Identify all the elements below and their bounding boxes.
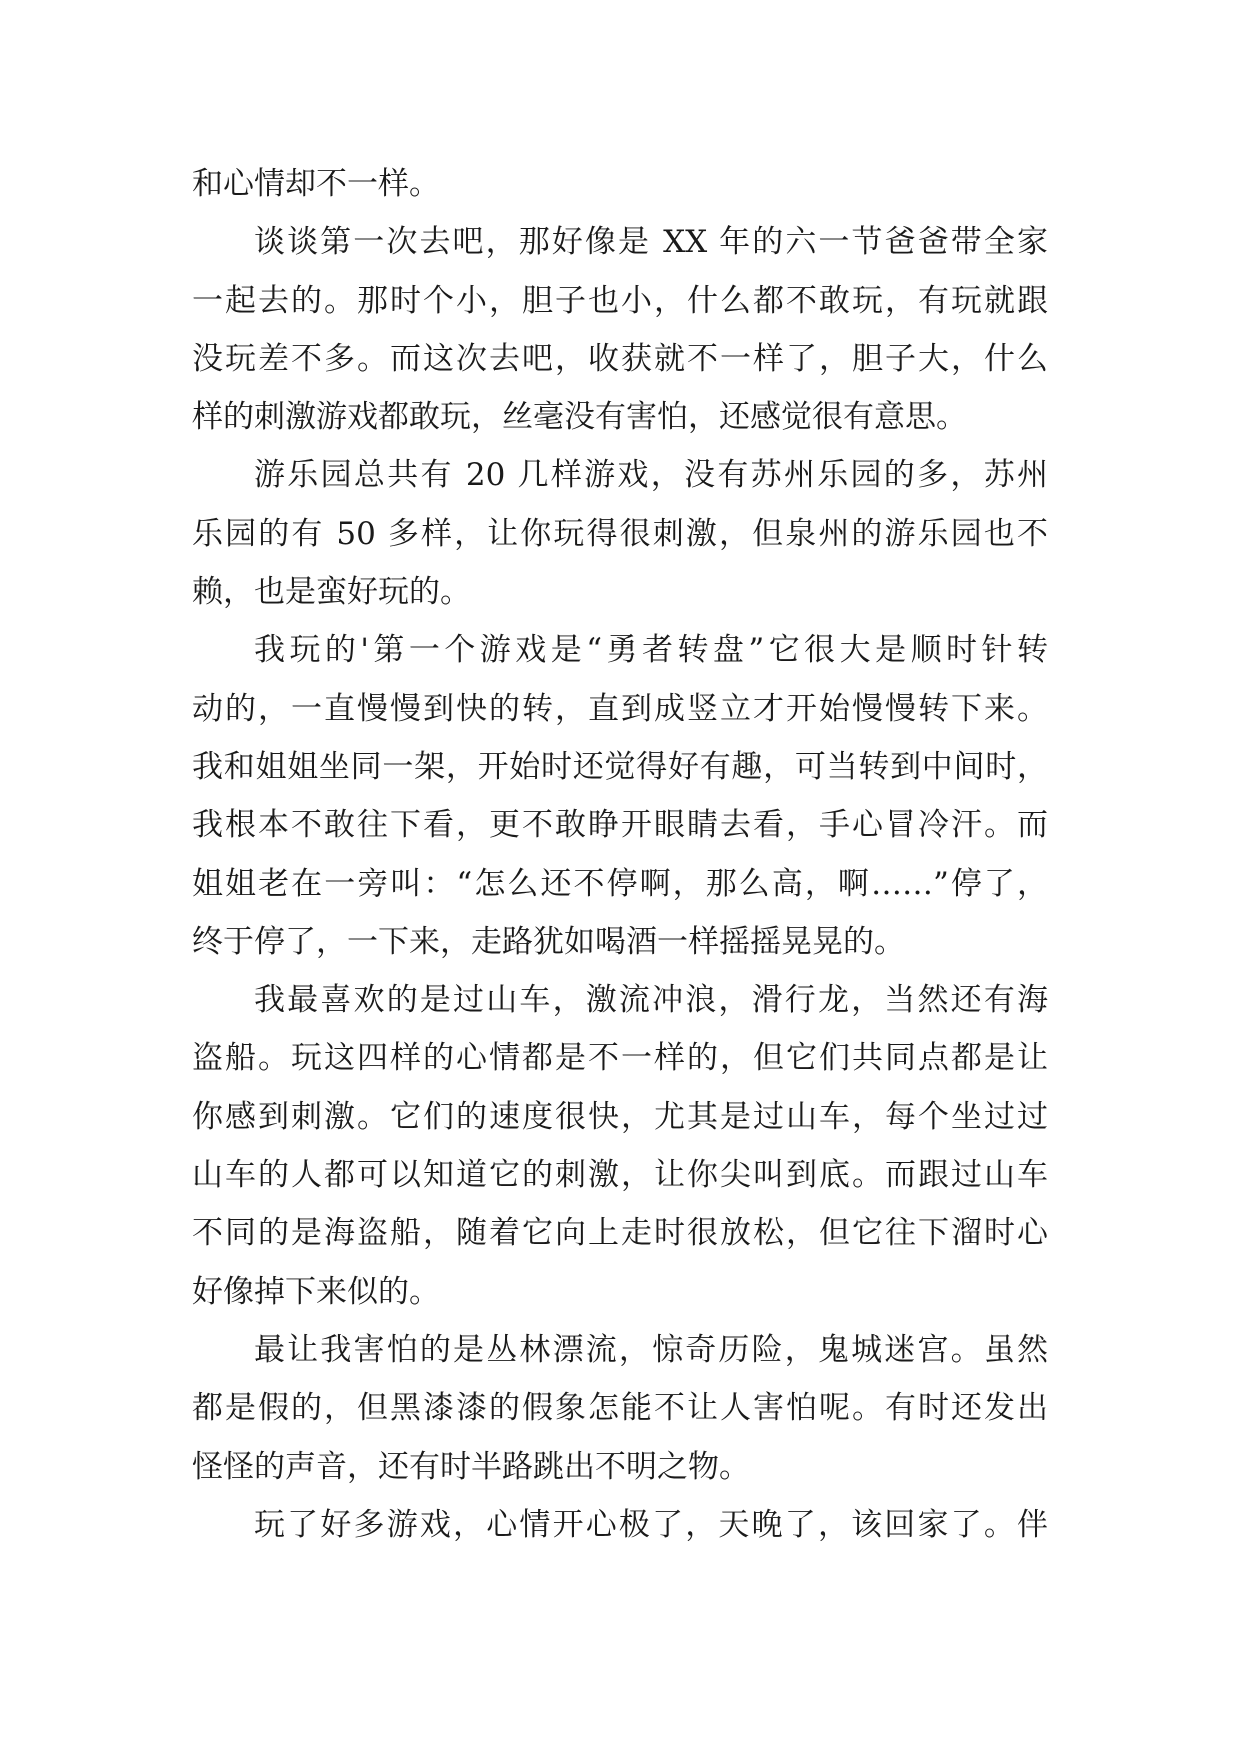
text-line: 姐姐老在一旁叫：“怎么还不停啊，那么高，啊……”停了， xyxy=(192,865,1048,902)
paragraph xyxy=(192,621,1048,971)
text-line: 谈谈第一次去吧，那好像是 XX 年的六一节爸爸带全家 xyxy=(254,224,1048,261)
text-line: 好像掉下来似的。 xyxy=(192,1273,440,1310)
paragraph xyxy=(192,446,1048,621)
paragraph xyxy=(192,971,1048,1321)
paragraph xyxy=(192,1321,1048,1496)
text-line: 山车的人都可以知道它的刺激，让你尖叫到底。而跟过山车 xyxy=(192,1157,1048,1194)
text-line: 我最喜欢的是过山车，激流冲浪，滑行龙，当然还有海 xyxy=(254,982,1048,1019)
text-line: 终于停了，一下来，走路犹如喝酒一样摇摇晃晃的。 xyxy=(192,923,905,960)
text-line: 样的刺激游戏都敢玩，丝毫没有害怕，还感觉很有意思。 xyxy=(192,399,967,436)
text-line: 都是假的，但黑漆漆的假象怎能不让人害怕呢。有时还发出 xyxy=(192,1390,1048,1427)
text-line: 我和姐姐坐同一架，开始时还觉得好有趣，可当转到中间时， xyxy=(192,748,1048,785)
paragraph xyxy=(192,1496,1048,1554)
text-line: 怪怪的声音，还有时半路跳出不明之物。 xyxy=(192,1448,750,1485)
text-line: 没玩差不多。而这次去吧，收获就不一样了，胆子大，什么 xyxy=(192,340,1048,377)
paragraph xyxy=(192,213,1048,446)
text-line: 玩了好多游戏，心情开心极了，天晚了，该回家了。伴 xyxy=(254,1506,1048,1543)
text-line: 乐园的有 50 多样，让你玩得很刺激，但泉州的游乐园也不 xyxy=(192,515,1048,552)
text-line: 和心情却不一样。 xyxy=(192,166,440,202)
text-line: 我玩的'第一个游戏是“勇者转盘”它很大是顺时针转 xyxy=(254,632,1048,669)
text-line: 你感到刺激。它们的速度很快，尤其是过山车，每个坐过过 xyxy=(192,1098,1048,1135)
text-line: 动的，一直慢慢到快的转，直到成竖立才开始慢慢转下来。 xyxy=(192,690,1048,727)
document-body xyxy=(192,155,1048,1554)
text-line: 不同的是海盗船，随着它向上走时很放松，但它往下溜时心 xyxy=(192,1215,1048,1252)
text-line: 最让我害怕的是丛林漂流，惊奇历险，鬼城迷宫。虽然 xyxy=(254,1331,1048,1368)
text-line: 赖，也是蛮好玩的。 xyxy=(192,574,471,611)
paragraph-continuation xyxy=(192,155,1048,213)
text-line: 一起去的。那时个小，胆子也小，什么都不敢玩，有玩就跟 xyxy=(192,282,1048,319)
text-line: 游乐园总共有 20 几样游戏，没有苏州乐园的多，苏州 xyxy=(254,457,1048,494)
text-line: 盗船。玩这四样的心情都是不一样的，但它们共同点都是让 xyxy=(192,1040,1048,1077)
text-line: 我根本不敢往下看，更不敢睁开眼睛去看，手心冒冷汗。而 xyxy=(192,807,1048,844)
